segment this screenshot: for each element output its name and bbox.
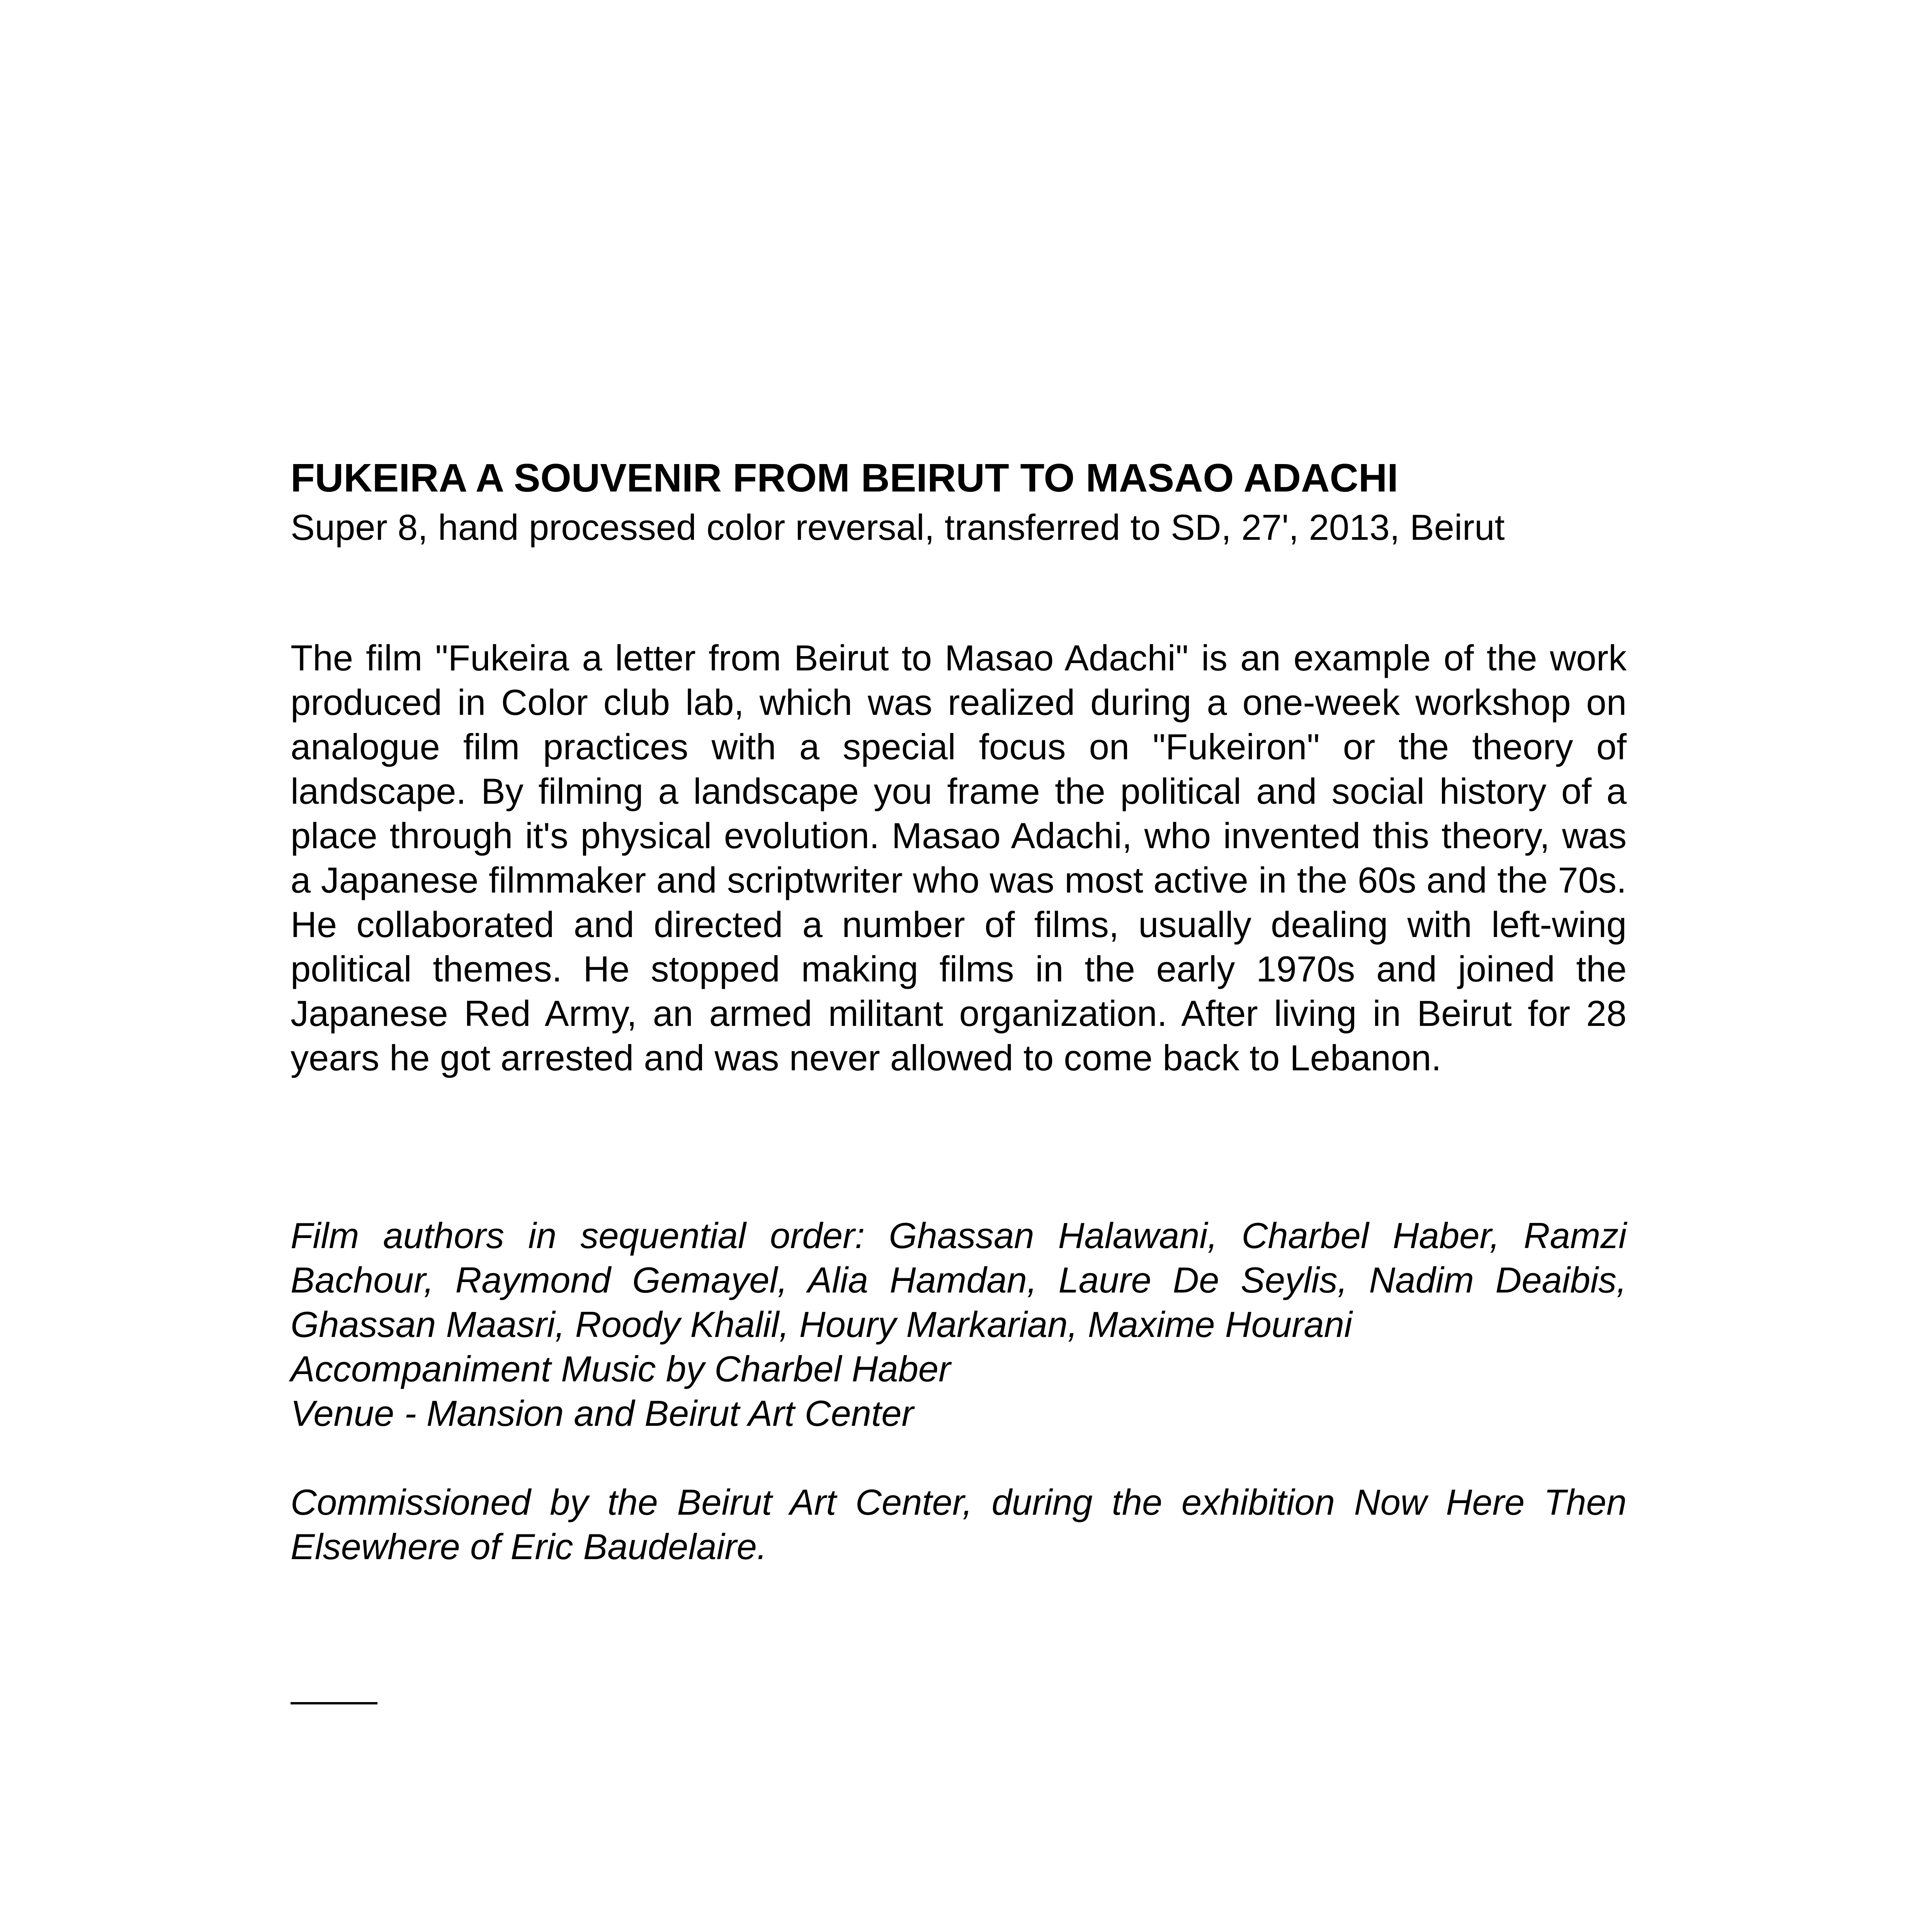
commission-note <box>291 1480 1627 1569</box>
document-subtitle: Super 8, hand processed color reversal, transferred to SD, 27', 2013, Beirut <box>291 507 1505 548</box>
music-credit: Accompaniment Music by Charbel Haber <box>291 1349 951 1389</box>
authors-line-2: Bachour, Raymond Gemayel, Alia Hamdan, Laure De Seylis, Nadim Deaibis, <box>291 1260 1627 1300</box>
footnote-separator <box>291 1702 377 1704</box>
document-title: FUKEIRA A SOUVENIR FROM BEIRUT TO MASAO ADACHI <box>291 456 1398 500</box>
film-description: The film "Fukeira a letter from Beirut to Masao Adachi" is an example of the work produced in Color club lab, which was realized during a one-week workshop on analogue film practices with a special focus on "Fukeiron" or the theory of landscape. By filming a landscape you frame the political and social history of a place through it's physical evolution. Masao Adachi, who invented this theory, was a Japanese filmmaker and scriptwriter who was most active in the 60s and the 70s. He collaborated and directed a number of films, usually dealing with left-wing political themes. He stopped making films in the early 1970s and joined the Japanese Red Army, an armed militant organization. After living in Beirut for 28 years he got arrested and was never allowed to come back to Lebanon. <box>291 638 1627 1078</box>
film-credits <box>291 1213 1627 1435</box>
commission-line-2: Elsewhere of Eric Baudelaire. <box>291 1526 767 1567</box>
authors-line-3: Ghassan Maasri, Roody Khalil, Houry Markarian, Maxime Hourani <box>291 1304 1352 1345</box>
commission-line-1: Commissioned by the Beirut Art Center, during the exhibition Now Here Then <box>291 1482 1627 1522</box>
venue-credit: Venue - Mansion and Beirut Art Center <box>291 1393 914 1434</box>
authors-line-1: Film authors in sequential order: Ghassan Halawani, Charbel Haber, Ramzi <box>291 1215 1627 1256</box>
